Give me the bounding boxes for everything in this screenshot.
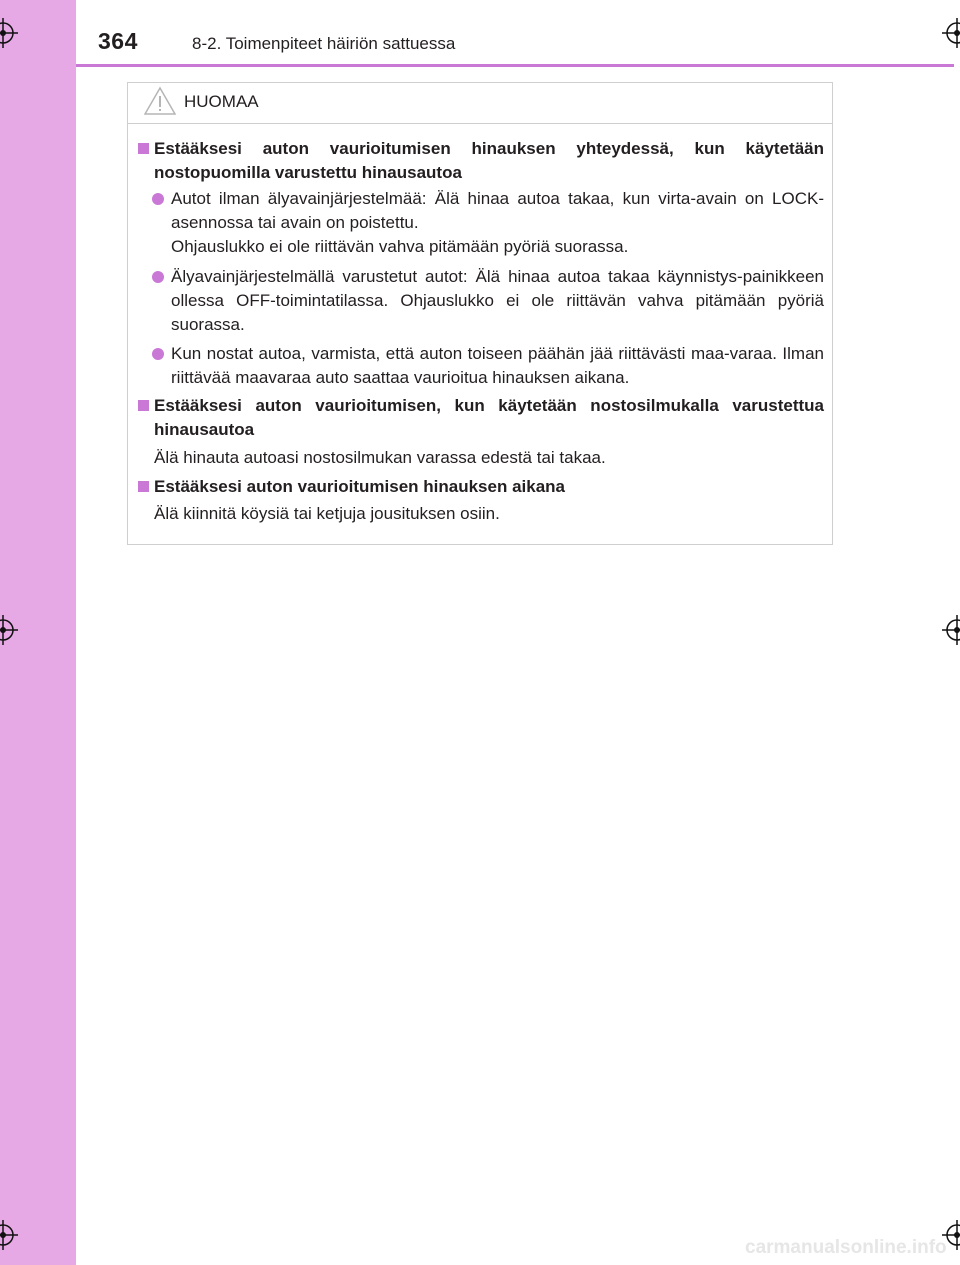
round-bullet-icon [152,348,164,360]
list-item [152,265,824,337]
section-text: Älä hinauta autoasi nostosilmukan varassa edestä tai takaa. [154,448,606,467]
registration-mark-icon [0,615,18,645]
list-item [152,342,824,390]
list-item-text: Kun nostat autoa, varmista, että auton toiseen päähän jää riittävästi maa-varaa. Ilman riittävää maavaraa auto saattaa vaurioitua hinauksen aikana. [171,344,824,387]
list-item-text: Älyavainjärjestelmällä varustetut autot: Älä hinaa autoa takaa käynnistys-painikkeen ollessa OFF-toimintatilassa. Ohjauslukko ei ole riittävän vahva pitämään pyöriä suorassa. [171,267,824,334]
list-item-text: Autot ilman älyavainjärjestelmää: Älä hinaa autoa takaa, kun virta-avain on LOCK-asennossa tai avain on poistettu. Ohjauslukko ei ole riittävän vahva pitämään pyöriä suorassa. [171,189,824,256]
registration-mark-icon [942,615,960,645]
section-heading [138,137,824,185]
notice-label: HUOMAA [184,92,259,111]
round-bullet-icon [152,271,164,283]
section-heading [138,475,824,499]
notice-box [127,82,833,545]
square-bullet-icon [138,400,149,411]
header-rule [76,64,954,67]
section-heading [138,394,824,442]
warning-triangle-icon [144,86,176,116]
watermark: carmanualsonline.info [745,1237,947,1258]
list-item-text-continued: Ohjauslukko ei ole riittävän vahva pitämään pyöriä suorassa. [171,237,629,256]
round-bullet-icon [152,193,164,205]
notice-header [128,83,832,124]
section-text: Älä kiinnitä köysiä tai ketjuja jousituksen osiin. [154,504,500,523]
registration-mark-icon [942,18,960,48]
registration-mark-icon [0,18,18,48]
section-heading-text: Estääksesi auton vaurioitumisen hinauksen yhteydessä, kun käytetään nostopuomilla varustettu hinausautoa [154,139,824,182]
section-heading-text: Estääksesi auton vaurioitumisen hinauksen aikana [154,477,565,496]
list-item [152,187,824,259]
page-number: 364 [98,28,138,54]
section-heading-text: Estääksesi auton vaurioitumisen, kun käytetään nostosilmukalla varustettua hinausautoa [154,396,824,439]
square-bullet-icon [138,481,149,492]
section-title: 8-2. Toimenpiteet häiriön sattuessa [192,34,456,53]
registration-mark-icon [0,1220,18,1250]
square-bullet-icon [138,143,149,154]
